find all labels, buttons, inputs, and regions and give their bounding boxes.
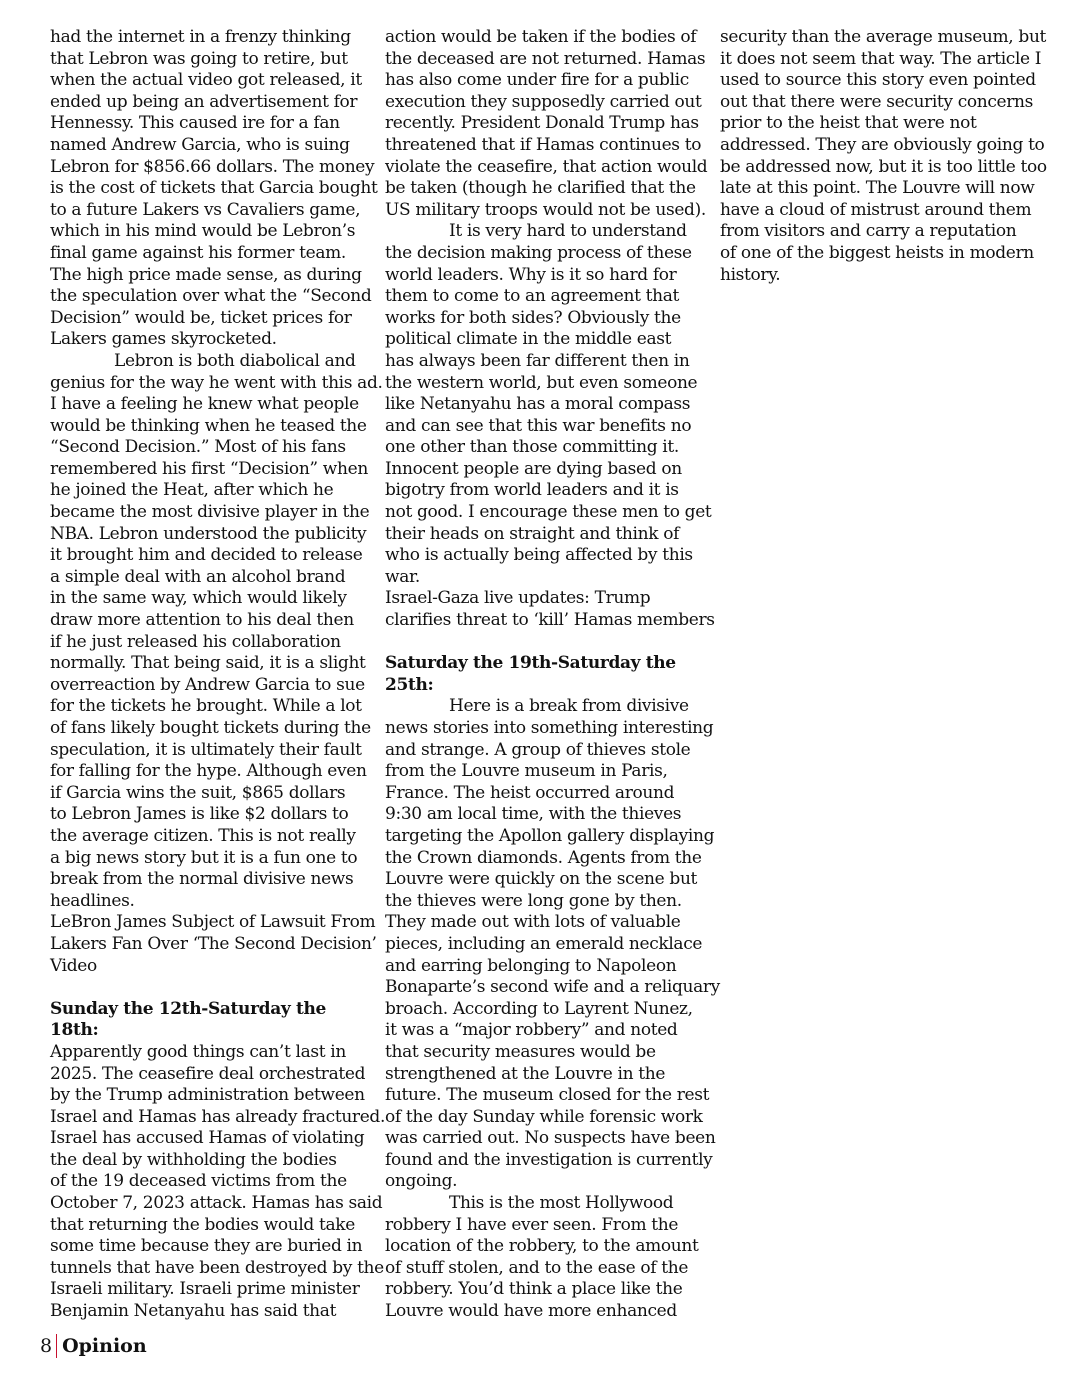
text-line: history. (720, 264, 781, 285)
text-line: of the day Sunday while forensic work (385, 1106, 703, 1127)
article-column-3 (720, 27, 1047, 286)
text-line: political climate in the middle east (385, 329, 672, 350)
text-line: found and the investigation is currently (385, 1149, 713, 1170)
text-line: their heads on straight and think of (385, 523, 680, 544)
text-line: Benjamin Netanyahu has said that (50, 1301, 337, 1322)
text-line: pieces, including an emerald necklace (385, 933, 703, 954)
text-line: a simple deal with an alcohol brand (50, 566, 346, 587)
paragraph-spacer (50, 977, 370, 999)
article-column-2 (385, 27, 720, 1323)
text-line: Israel-Gaza live updates: Trump (385, 588, 651, 609)
text-line: and earring belonging to Napoleon (385, 955, 677, 976)
text-line: the deceased are not returned. Hamas (385, 48, 706, 69)
text-line: that returning the bodies would take (50, 1214, 355, 1235)
text-line: I have a feeling he knew what people (50, 394, 359, 415)
text-line: when the actual video got released, it (50, 70, 362, 91)
text-line: which in his mind would be Lebron’s (50, 221, 356, 242)
text-line: is the cost of tickets that Garcia bought (50, 178, 378, 199)
text-line: it was a “major robbery” and noted (385, 1020, 678, 1041)
text-line: by the Trump administration between (50, 1085, 365, 1106)
text-line: Israeli military. Israeli prime minister (50, 1279, 360, 1300)
text-line: execution they supposedly carried out (385, 91, 702, 112)
article-column-1 (50, 27, 385, 1323)
text-line: from visitors and carry a reputation (720, 221, 1017, 242)
text-line: the western world, but even someone (385, 372, 698, 393)
text-line: bigotry from world leaders and it is (385, 480, 679, 501)
text-line: late at this point. The Louvre will now (720, 178, 1035, 199)
text-line: Hennessy. This caused ire for a fan (50, 113, 340, 134)
text-line: if he just released his collaboration (50, 631, 341, 652)
text-line: future. The museum closed for the rest (385, 1085, 710, 1106)
text-line: be taken (though he clarified that the (385, 178, 696, 199)
text-line: Bonaparte’s second wife and a reliquary (385, 977, 720, 998)
text-line: not good. I encourage these men to get (385, 502, 712, 523)
text-line: Decision” would be, ticket prices for (50, 307, 352, 328)
text-line: October 7, 2023 attack. Hamas has said (50, 1193, 383, 1214)
text-line: security than the average museum, but (720, 27, 1047, 47)
paragraph-spacer (385, 632, 703, 654)
text-line: would be thinking when he teased the (50, 415, 367, 436)
text-line: Louvre were quickly on the scene but (385, 869, 698, 890)
text-line: 9:30 am local time, with the thieves (385, 804, 682, 825)
text-line: has always been far different then in (385, 350, 690, 371)
text-line: the Crown diamonds. Agents from the (385, 847, 702, 868)
text-line: broach. According to Layrent Nunez, (385, 998, 693, 1019)
text-line: of stuff stolen, and to the ease of the (385, 1257, 689, 1278)
text-line: They made out with lots of valuable (385, 912, 681, 933)
text-line: it brought him and decided to release (50, 545, 363, 566)
text-line: Lebron for $856.66 dollars. The money (50, 156, 375, 177)
footer-separator (56, 1334, 57, 1358)
text-line: Louvre would have more enhanced (385, 1301, 677, 1322)
text-line: named Andrew Garcia, who is suing (50, 134, 350, 155)
text-line: Lakers Fan Over ‘The Second Decision’ (50, 933, 377, 954)
text-line: Lakers games skyrocketed. (50, 329, 277, 350)
text-line: Israel has accused Hamas of violating (50, 1128, 365, 1149)
text-line: like Netanyahu has a moral compass (385, 394, 691, 415)
text-line: remembered his first “Decision” when (50, 458, 368, 479)
text-line: action would be taken if the bodies of (385, 27, 697, 47)
text-line: Israel and Hamas has already fractured. (50, 1106, 385, 1127)
text-line: US military troops would not be used). (385, 199, 706, 220)
text-line: and strange. A group of thieves stole (385, 739, 691, 760)
text-line: It is very hard to understand (449, 221, 687, 242)
text-line: draw more attention to his deal then (50, 610, 354, 631)
text-line: war. (385, 566, 420, 587)
text-line: of the 19 deceased victims from the (50, 1171, 347, 1192)
text-line: was carried out. No suspects have been (385, 1128, 716, 1149)
text-line: robbery I have ever seen. From the (385, 1214, 679, 1235)
text-line: some time because they are buried in (50, 1236, 363, 1257)
text-line: overreaction by Andrew Garcia to sue (50, 674, 365, 695)
text-line: the thieves were long gone by then. (385, 890, 682, 911)
text-line: works for both sides? Obviously the (385, 307, 681, 328)
text-line: Innocent people are dying based on (385, 458, 682, 479)
text-line: threatened that if Hamas continues to (385, 134, 702, 155)
text-line: strengthened at the Louvre in the (385, 1063, 666, 1084)
text-line: it does not seem that way. The article I (720, 48, 1042, 69)
text-line: that security measures would be (385, 1041, 656, 1062)
section-heading-line: 25th: (385, 674, 434, 695)
text-line: of one of the biggest heists in modern (720, 242, 1034, 263)
text-line: break from the normal divisive news (50, 869, 354, 890)
text-line: that Lebron was going to retire, but (50, 48, 348, 69)
text-line: in the same way, which would likely (50, 588, 347, 609)
text-line: one other than those committing it. (385, 437, 679, 458)
text-line: news stories into something interesting (385, 718, 714, 738)
text-line: tunnels that have been destroyed by the (50, 1257, 384, 1278)
text-line: for falling for the hype. Although even (50, 761, 367, 782)
text-line: them to come to an agreement that (385, 286, 679, 307)
text-line: recently. President Donald Trump has (385, 113, 699, 134)
text-line: robbery. You’d think a place like the (385, 1279, 683, 1300)
section-label: Opinion (62, 1335, 147, 1357)
text-line: to Lebron James is like $2 dollars to (50, 804, 349, 825)
section-heading-line: 18th: (50, 1020, 99, 1041)
text-line: Video (50, 955, 97, 976)
text-line: used to source this story even pointed (720, 70, 1036, 91)
text-line: This is the most Hollywood (449, 1193, 674, 1214)
text-line: targeting the Apollon gallery displaying (385, 825, 715, 846)
text-line: has also come under fire for a public (385, 70, 689, 91)
text-line: if Garcia wins the suit, $865 dollars (50, 782, 346, 803)
text-line: LeBron James Subject of Lawsuit From (50, 912, 376, 933)
text-line: be addressed now, but it is too little too (720, 156, 1047, 177)
text-line: France. The heist occurred around (385, 782, 675, 803)
text-line: 2025. The ceasefire deal orchestrated (50, 1063, 366, 1084)
text-line: normally. That being said, it is a slight (50, 653, 366, 674)
text-line: Lebron is both diabolical and (114, 350, 356, 371)
text-line: out that there were security concerns (720, 91, 1033, 112)
text-line: he joined the Heat, after which he (50, 480, 334, 501)
text-line: violate the ceasefire, that action would (385, 156, 708, 177)
text-line: Apparently good things can’t last in (50, 1041, 346, 1062)
text-line: and can see that this war benefits no (385, 415, 692, 436)
text-line: “Second Decision.” Most of his fans (50, 437, 346, 458)
text-line: speculation, it is ultimately their fault (50, 739, 362, 760)
text-line: the deal by withholding the bodies (50, 1149, 337, 1170)
section-heading-line: Saturday the 19th-Saturday the (385, 653, 676, 674)
text-line: ongoing. (385, 1171, 458, 1192)
text-line: the decision making process of these (385, 242, 692, 263)
text-line: The high price made sense, as during (50, 264, 362, 285)
text-line: who is actually being affected by this (385, 545, 693, 566)
text-line: to a future Lakers vs Cavaliers game, (50, 199, 361, 220)
text-line: from the Louvre museum in Paris, (385, 761, 668, 782)
text-line: genius for the way he went with this ad. (50, 372, 383, 393)
text-line: world leaders. Why is it so hard for (385, 264, 677, 285)
text-line: clarifies threat to ‘kill’ Hamas members (385, 610, 715, 631)
text-line: ended up being an advertisement for (50, 91, 358, 112)
text-line: the speculation over what the “Second (50, 286, 372, 307)
text-line: a big news story but it is a fun one to (50, 847, 358, 868)
text-line: for the tickets he brought. While a lot (50, 696, 362, 717)
section-heading-line: Sunday the 12th-Saturday the (50, 998, 326, 1019)
text-line: Here is a break from divisive (449, 696, 689, 717)
text-line: final game against his former team. (50, 242, 346, 263)
text-line: location of the robbery, to the amount (385, 1236, 699, 1257)
text-line: addressed. They are obviously going to (720, 134, 1045, 155)
text-line: had the internet in a frenzy thinking (50, 27, 351, 47)
text-line: have a cloud of mistrust around them (720, 199, 1032, 220)
text-line: headlines. (50, 890, 135, 911)
text-line: the average citizen. This is not really (50, 825, 356, 846)
page-footer (40, 1333, 147, 1359)
text-line: became the most divisive player in the (50, 502, 370, 523)
page-number: 8 (40, 1335, 53, 1357)
text-line: of fans likely bought tickets during the (50, 718, 371, 738)
text-line: prior to the heist that were not (720, 113, 977, 134)
text-line: NBA. Lebron understood the publicity (50, 523, 367, 544)
